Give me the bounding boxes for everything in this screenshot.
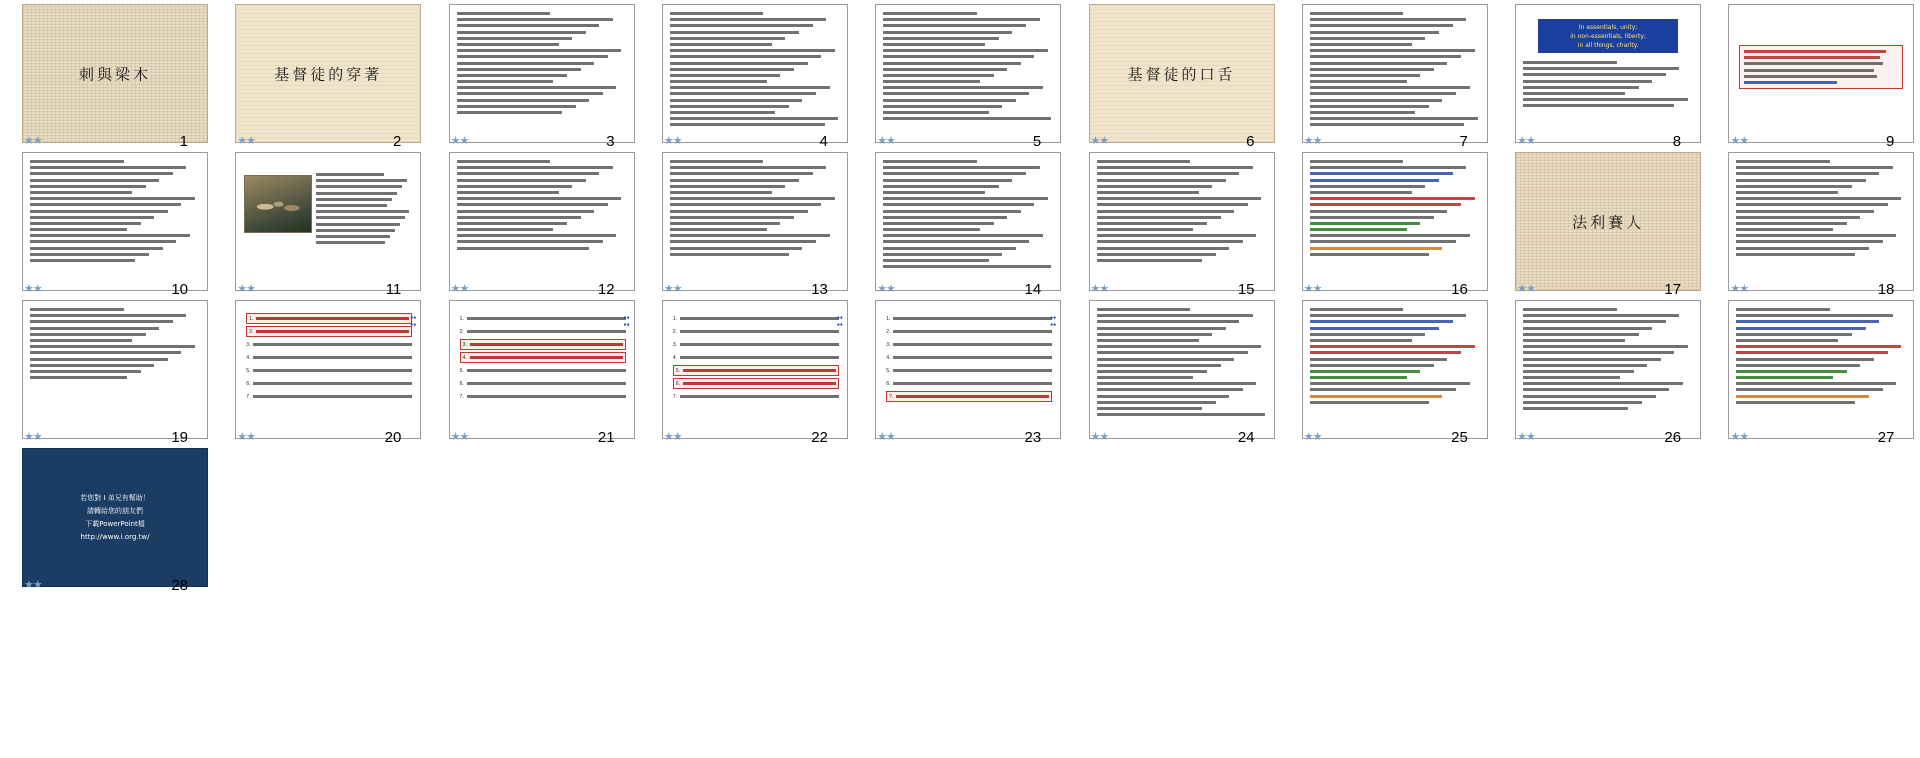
list-item-index: 5. bbox=[246, 367, 251, 374]
list-item-index: 1. bbox=[672, 315, 678, 322]
slide-thumbnail-1[interactable] bbox=[22, 4, 208, 143]
list-item bbox=[460, 313, 626, 324]
animation-star-icon[interactable]: ★★ bbox=[1303, 135, 1322, 147]
slide-body-text bbox=[1736, 160, 1906, 284]
slide-body-text bbox=[1523, 308, 1693, 432]
slide-number: 25 bbox=[1451, 429, 1468, 446]
list-item bbox=[246, 339, 412, 350]
slide-thumbnail-7[interactable] bbox=[1302, 4, 1488, 143]
slide-cell[interactable] bbox=[652, 4, 842, 152]
slide-thumbnail-24[interactable] bbox=[1089, 300, 1275, 439]
slide-cell[interactable] bbox=[12, 448, 202, 596]
list-item-index: 1. bbox=[249, 315, 254, 322]
animation-star-icon[interactable]: ★★ bbox=[24, 135, 42, 147]
list-item-text bbox=[470, 356, 623, 359]
slide-cell[interactable] bbox=[865, 4, 1055, 152]
animation-star-icon[interactable]: ★★ bbox=[24, 431, 42, 443]
slide-cell[interactable] bbox=[1292, 152, 1482, 300]
animation-star-icon[interactable]: ★★ bbox=[24, 579, 42, 591]
slide-number: 7 bbox=[1459, 133, 1468, 150]
slide-cell[interactable] bbox=[652, 152, 842, 300]
list-item-text bbox=[683, 369, 836, 372]
list-item-text bbox=[680, 395, 839, 398]
slide-thumbnail-9[interactable] bbox=[1728, 4, 1914, 143]
list-item bbox=[246, 365, 412, 376]
slide-number: 1 bbox=[179, 133, 188, 150]
animation-star-icon[interactable]: ★★ bbox=[450, 135, 469, 147]
list-item-index: 6. bbox=[675, 380, 681, 387]
slide-body-text bbox=[1310, 160, 1480, 284]
slide-thumbnail-23[interactable] bbox=[875, 300, 1061, 439]
slide-cell[interactable] bbox=[1292, 300, 1482, 448]
animation-star-icon[interactable]: ★★ bbox=[663, 431, 682, 443]
slide-number: 20 bbox=[384, 429, 402, 446]
slide-number: 12 bbox=[597, 281, 615, 298]
slide-thumbnail-10[interactable] bbox=[22, 152, 208, 291]
slide-title: 刺與梁木 bbox=[78, 65, 151, 83]
slide-number: 14 bbox=[1024, 281, 1042, 298]
slide-thumbnail-8[interactable] bbox=[1515, 4, 1701, 143]
slide-number: 8 bbox=[1672, 133, 1682, 150]
list-item-index: 5. bbox=[459, 367, 464, 374]
list-item bbox=[886, 326, 1052, 337]
animation-star-icon[interactable]: ★★ bbox=[663, 283, 682, 295]
list-item-text bbox=[893, 330, 1052, 333]
list-item bbox=[886, 313, 1052, 324]
animation-star-icon[interactable]: ★★ bbox=[877, 135, 895, 147]
slide-thumbnail-6[interactable] bbox=[1089, 4, 1275, 143]
slide-body-text bbox=[883, 160, 1053, 284]
slide-numbered-list bbox=[460, 313, 626, 404]
slide-number: 9 bbox=[1886, 133, 1895, 150]
list-item-text bbox=[256, 317, 409, 320]
slide-cell[interactable] bbox=[12, 4, 202, 152]
animation-star-icon[interactable]: ★★ bbox=[1517, 283, 1535, 295]
slide-thumbnail-2[interactable] bbox=[235, 4, 421, 143]
slide-number: 17 bbox=[1664, 281, 1682, 298]
slide-side-note: ●● ●● bbox=[1050, 315, 1057, 328]
slide-cell[interactable] bbox=[1292, 4, 1482, 152]
list-item-index: 4. bbox=[462, 354, 467, 361]
slide-cell[interactable] bbox=[12, 300, 202, 448]
slide-cell[interactable] bbox=[1079, 300, 1269, 448]
list-item bbox=[246, 391, 412, 402]
list-item-index: 1. bbox=[459, 315, 464, 322]
list-item-text bbox=[256, 330, 409, 333]
list-item-index: 5. bbox=[886, 367, 891, 374]
slide-body-text bbox=[457, 160, 627, 284]
list-item bbox=[460, 326, 626, 337]
list-item-text bbox=[253, 382, 412, 385]
slide-numbered-list bbox=[673, 313, 839, 404]
list-item-index: 3. bbox=[886, 341, 891, 348]
list-item-text bbox=[893, 356, 1052, 359]
list-item bbox=[673, 365, 839, 376]
slide-body-text bbox=[1736, 308, 1906, 432]
list-item-index: 3. bbox=[672, 341, 678, 348]
list-item bbox=[460, 352, 626, 363]
slide-number: 3 bbox=[606, 133, 615, 150]
list-item-index: 7. bbox=[246, 393, 251, 400]
list-item-text bbox=[470, 343, 623, 346]
slide-title: 法利賽人 bbox=[1572, 213, 1645, 231]
list-item-text bbox=[253, 395, 412, 398]
slide-number: 6 bbox=[1246, 133, 1255, 150]
slide-body-text bbox=[30, 160, 200, 284]
slide-cell[interactable] bbox=[225, 4, 415, 152]
slide-body-text bbox=[1310, 12, 1480, 136]
animation-star-icon[interactable]: ★★ bbox=[237, 431, 256, 443]
list-item-text bbox=[893, 369, 1052, 372]
list-item-index: 2. bbox=[459, 328, 464, 335]
list-item bbox=[246, 352, 412, 363]
slide-cell[interactable] bbox=[12, 152, 202, 300]
list-item bbox=[460, 378, 626, 389]
slide-body-text bbox=[670, 160, 840, 284]
slide-side-note: ●● ●● bbox=[410, 315, 417, 328]
slide-body-text bbox=[1523, 61, 1693, 136]
slide-thumbnail-19[interactable] bbox=[22, 300, 208, 439]
slide-number: 19 bbox=[171, 429, 188, 446]
slide-number: 13 bbox=[811, 281, 828, 298]
list-item bbox=[673, 378, 839, 389]
slide-side-note: ●● ●● bbox=[623, 315, 630, 328]
slide-body-text bbox=[457, 12, 627, 136]
slide-image bbox=[244, 175, 312, 233]
animation-star-icon[interactable]: ★★ bbox=[1517, 431, 1535, 443]
list-item-text bbox=[467, 317, 626, 320]
slide-cell[interactable] bbox=[225, 152, 415, 300]
list-item bbox=[886, 378, 1052, 389]
slide-cell[interactable] bbox=[1718, 4, 1908, 152]
animation-star-icon[interactable]: ★★ bbox=[663, 135, 682, 147]
slide-cell[interactable] bbox=[439, 152, 629, 300]
list-item bbox=[460, 391, 626, 402]
list-item-text bbox=[253, 369, 412, 372]
animation-star-icon[interactable]: ★★ bbox=[1090, 135, 1109, 147]
list-item-index: 4. bbox=[246, 354, 251, 361]
list-item-text bbox=[680, 343, 839, 346]
animation-star-icon[interactable]: ★★ bbox=[1303, 283, 1322, 295]
list-item bbox=[673, 352, 839, 363]
list-item-index: 3. bbox=[246, 341, 251, 348]
slide-cell[interactable] bbox=[1718, 152, 1908, 300]
slide-cell[interactable] bbox=[865, 152, 1055, 300]
slide-title: 若您對 I 弟兄有幫助！ 請轉給您的朋友們 下載PowerPoint檔 http://www.i.org.tw/ bbox=[80, 493, 150, 541]
slide-body-text bbox=[316, 173, 413, 284]
slide-cell[interactable] bbox=[652, 300, 842, 448]
list-item-index: 4. bbox=[672, 354, 678, 361]
slide-cell[interactable] bbox=[1079, 152, 1269, 300]
slide-body-text bbox=[670, 12, 840, 136]
slide-cell[interactable] bbox=[1505, 300, 1695, 448]
list-item bbox=[886, 339, 1052, 350]
slide-thumbnail-5[interactable] bbox=[875, 4, 1061, 143]
slide-number: 28 bbox=[171, 577, 188, 594]
slide-thumbnail-14[interactable] bbox=[875, 152, 1061, 291]
list-item-index: 2. bbox=[886, 328, 891, 335]
slide-thumbnail-21[interactable] bbox=[449, 300, 635, 439]
animation-star-icon[interactable]: ★★ bbox=[1730, 431, 1749, 443]
list-item-index: 5. bbox=[675, 367, 681, 374]
list-item-index: 7. bbox=[459, 393, 464, 400]
slide-numbered-list bbox=[246, 313, 412, 404]
slide-thumbnail-13[interactable] bbox=[662, 152, 848, 291]
animation-star-icon[interactable]: ★★ bbox=[877, 431, 895, 443]
slide-thumbnail-18[interactable] bbox=[1728, 152, 1914, 291]
slide-number: 24 bbox=[1237, 429, 1255, 446]
slide-cell[interactable] bbox=[439, 300, 629, 448]
list-item bbox=[673, 339, 839, 350]
slide-number: 23 bbox=[1024, 429, 1042, 446]
slide-thumbnail-4[interactable] bbox=[662, 4, 848, 143]
list-item-index: 2. bbox=[672, 328, 678, 335]
slide-number: 22 bbox=[811, 429, 828, 446]
list-item-index: 1. bbox=[886, 315, 891, 322]
animation-star-icon[interactable]: ★★ bbox=[237, 135, 256, 147]
slide-number: 18 bbox=[1877, 281, 1895, 298]
animation-star-icon[interactable]: ★★ bbox=[1090, 283, 1109, 295]
slide-number: 16 bbox=[1451, 281, 1468, 298]
slide-side-note: ●● ●● bbox=[836, 315, 843, 328]
list-item-index: 6. bbox=[886, 380, 891, 387]
slide-body-text bbox=[1310, 308, 1480, 432]
slide-number: 26 bbox=[1664, 429, 1682, 446]
list-item-text bbox=[680, 317, 839, 320]
list-item bbox=[673, 391, 839, 402]
slide-thumbnail-28[interactable] bbox=[22, 448, 208, 587]
animation-star-icon[interactable]: ★★ bbox=[450, 431, 469, 443]
list-item-index: 7. bbox=[672, 393, 678, 400]
list-item bbox=[246, 378, 412, 389]
list-item-text bbox=[896, 395, 1049, 398]
list-item bbox=[886, 352, 1052, 363]
slide-thumbnail-20[interactable] bbox=[235, 300, 421, 439]
list-item-text bbox=[467, 369, 626, 372]
list-item-index: 6. bbox=[459, 380, 464, 387]
slide-thumbnail-25[interactable] bbox=[1302, 300, 1488, 439]
slide-number: 5 bbox=[1032, 133, 1042, 150]
slide-thumbnail-15[interactable] bbox=[1089, 152, 1275, 291]
slide-number: 27 bbox=[1877, 429, 1895, 446]
slide-number: 15 bbox=[1237, 281, 1255, 298]
animation-star-icon[interactable]: ★★ bbox=[1517, 135, 1535, 147]
animation-star-icon[interactable]: ★★ bbox=[237, 283, 256, 295]
list-item-text bbox=[893, 343, 1052, 346]
slide-body-text bbox=[30, 308, 200, 432]
list-item-text bbox=[467, 330, 626, 333]
animation-star-icon[interactable]: ★★ bbox=[24, 283, 42, 295]
slide-thumbnail-22[interactable] bbox=[662, 300, 848, 439]
slide-body-text bbox=[1097, 308, 1267, 432]
slide-numbered-list bbox=[886, 313, 1052, 404]
slide-body-text bbox=[1097, 160, 1267, 284]
slide-thumbnail-26[interactable] bbox=[1515, 300, 1701, 439]
slide-quote-box bbox=[1739, 45, 1903, 89]
slide-number: 21 bbox=[597, 429, 615, 446]
slide-body-text bbox=[883, 12, 1053, 136]
list-item bbox=[246, 313, 412, 324]
list-item-text bbox=[683, 382, 836, 385]
list-item-index: 7. bbox=[889, 393, 894, 400]
list-item-text bbox=[253, 343, 412, 346]
list-item-index: 2. bbox=[249, 328, 254, 335]
slide-cell[interactable] bbox=[1505, 152, 1695, 300]
list-item-text bbox=[680, 330, 839, 333]
slide-number: 4 bbox=[819, 133, 828, 150]
slide-number: 10 bbox=[171, 281, 188, 298]
list-item-index: 3. bbox=[462, 341, 467, 348]
animation-star-icon[interactable]: ★★ bbox=[450, 283, 469, 295]
slide-cell[interactable] bbox=[225, 300, 415, 448]
slide-thumbnail-16[interactable] bbox=[1302, 152, 1488, 291]
slide-cell[interactable] bbox=[1718, 300, 1908, 448]
list-item-index: 4. bbox=[886, 354, 891, 361]
slide-cell[interactable] bbox=[865, 300, 1055, 448]
animation-star-icon[interactable]: ★★ bbox=[1730, 283, 1749, 295]
list-item-text bbox=[467, 395, 626, 398]
slide-title: 基督徒的口舌 bbox=[1127, 65, 1236, 83]
list-item bbox=[886, 365, 1052, 376]
list-item bbox=[460, 365, 626, 376]
animation-star-icon[interactable]: ★★ bbox=[1090, 431, 1109, 443]
list-item bbox=[246, 326, 412, 337]
slide-thumbnail-3[interactable] bbox=[449, 4, 635, 143]
list-item bbox=[886, 391, 1052, 402]
list-item bbox=[673, 313, 839, 324]
slide-cell[interactable] bbox=[439, 4, 629, 152]
list-item-text bbox=[253, 356, 412, 359]
slide-thumbnail-17[interactable] bbox=[1515, 152, 1701, 291]
list-item bbox=[460, 339, 626, 350]
slide-cell[interactable] bbox=[1505, 4, 1695, 152]
animation-star-icon[interactable]: ★★ bbox=[877, 283, 895, 295]
list-item bbox=[673, 326, 839, 337]
animation-star-icon[interactable]: ★★ bbox=[1730, 135, 1749, 147]
slide-number: 11 bbox=[385, 281, 402, 298]
slide-cell[interactable] bbox=[1079, 4, 1269, 152]
slide-number: 2 bbox=[392, 133, 402, 150]
slide-title: 基督徒的穿著 bbox=[274, 65, 383, 83]
slide-thumbnail-12[interactable] bbox=[449, 152, 635, 291]
list-item-text bbox=[893, 317, 1052, 320]
slide-banner: In essentials, unity; in non-essentials, liberty; in all things, charity. bbox=[1538, 19, 1678, 53]
slide-thumbnail-27[interactable] bbox=[1728, 300, 1914, 439]
list-item-index: 6. bbox=[246, 380, 251, 387]
slide-thumbnail-11[interactable] bbox=[235, 152, 421, 291]
list-item-text bbox=[680, 356, 839, 359]
list-item-text bbox=[467, 382, 626, 385]
animation-star-icon[interactable]: ★★ bbox=[1303, 431, 1322, 443]
list-item-text bbox=[893, 382, 1052, 385]
